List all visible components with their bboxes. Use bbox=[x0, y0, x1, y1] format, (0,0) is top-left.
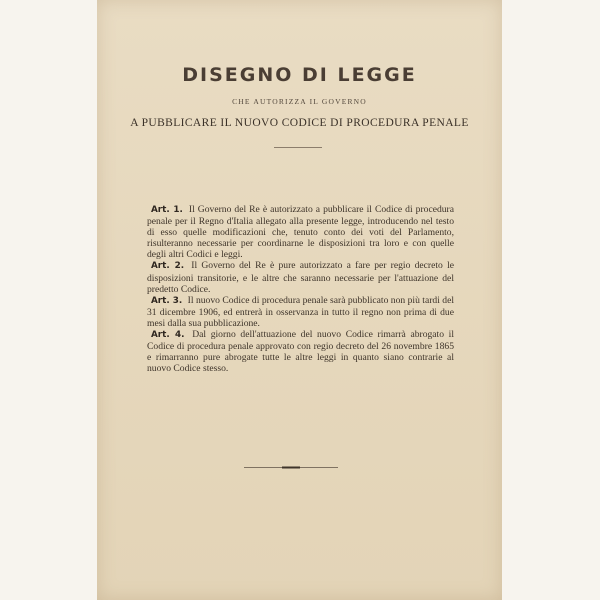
title-divider bbox=[274, 147, 322, 148]
article-2-text: Il Governo del Re è pure autorizzato a fare per regio decreto le disposizioni transitorie, e le altre che saranno necessarie per l'attuazione del predetto Codice. bbox=[147, 260, 454, 295]
document-subtitle-main: A PUBBLICARE IL NUOVO CODICE DI PROCEDURA PENALE bbox=[130, 117, 469, 129]
article-3-label: Art. 3. bbox=[151, 295, 183, 306]
article-1-label: Art. 1. bbox=[151, 205, 183, 215]
article-4-text: Dal giorno dell'attuazione del nuovo Codice rimarrà abrogato il Codice di procedura penale approvato con regio decreto del 26 novembre 1865 e rimarranno pure abrogate tutte le altre leggi in quanto siano contrarie al nuovo Codice stesso. bbox=[147, 329, 455, 375]
article-4-label: Art. 4. bbox=[151, 330, 185, 341]
article-3 bbox=[147, 295, 454, 329]
document-page bbox=[97, 0, 502, 600]
document-subtitle-small: CHE AUTORIZZA IL GOVERNO bbox=[232, 97, 367, 106]
article-1 bbox=[147, 204, 454, 260]
article-2-label: Art. 2. bbox=[151, 261, 185, 272]
article-2 bbox=[147, 260, 454, 294]
article-4 bbox=[147, 329, 454, 374]
article-3-text: Il nuovo Codice di procedura penale sarà pubblicato non più tardi del 31 dicembre 1906, ed entrerà in osservanza in tutto il regno non prima di due mesi dalla sua pubblicazione. bbox=[147, 294, 454, 329]
document-title: DISEGNO DI LEGGE bbox=[182, 64, 417, 86]
document-body bbox=[147, 204, 454, 374]
article-1-text: Il Governo del Re è autorizzato a pubblicare il Codice di procedura penale per il Regno d'Italia allegato alla presente legge, introducendo nel testo di esso quelle modificazioni che, tenuto conto dei voti del Parlamento, risulteranno necessarie per coordinarne le disposizioni tra loro e con quelle degli altri Codici e leggi. bbox=[147, 204, 455, 261]
end-ornament bbox=[244, 466, 338, 468]
